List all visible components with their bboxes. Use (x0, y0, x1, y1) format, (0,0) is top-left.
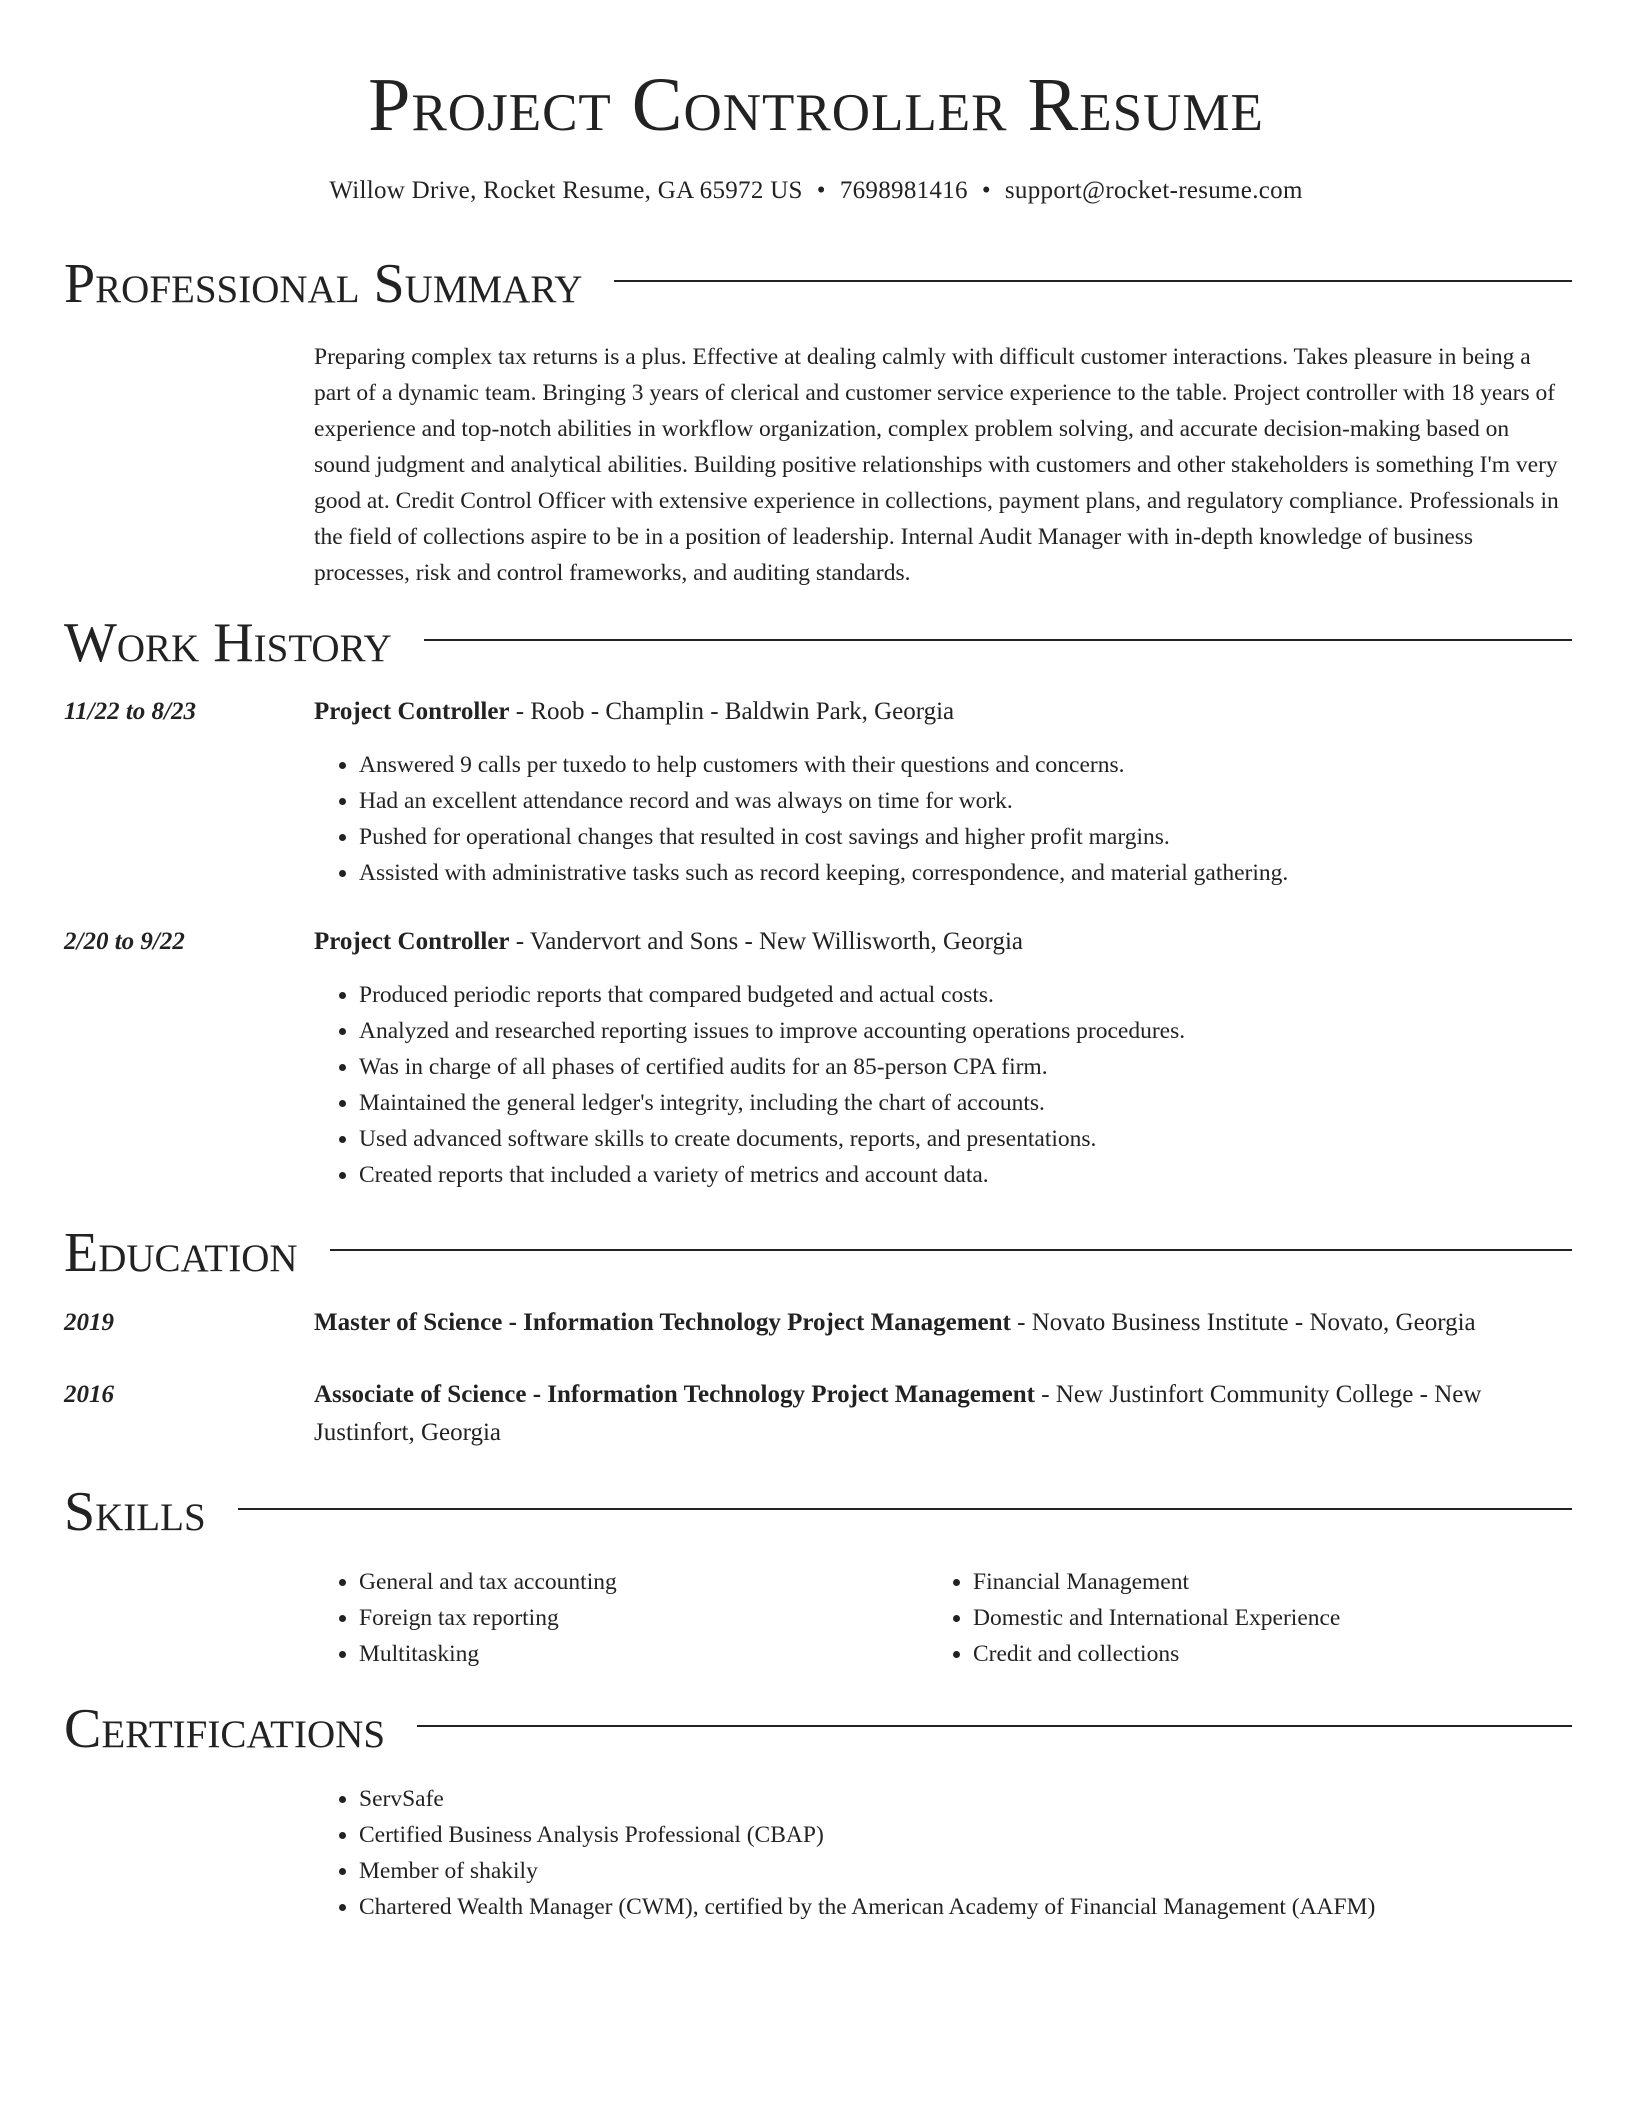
summary-text: Preparing complex tax returns is a plus. Effective at dealing calmly with difficult customer interactions. Takes pleasure in being a part of a dynamic team. Bringing 3 years of clerical and customer service experience to the table. Project controller with 18 years of experience and top-notch abilities in workflow organization, complex problem solving, and accurate decision-making based on sound judgment and analytical abilities. Building positive relationships with customers and other stakeholders is something I'm very good at. Credit Control Officer with extensive experience in collections, payment plans, and regulatory compliance. Professionals in the field of collections aspire to be in a position of leadership. Internal Audit Manager with in-depth knowledge of business processes, risk and control frameworks, and auditing standards. (314, 344, 1559, 586)
job-employer: - Roob - Champlin - Baldwin Park, Georgia (509, 698, 955, 725)
certification-item: • ServSafe (359, 1781, 1375, 1817)
job-title: Project Controller (314, 698, 510, 725)
school-info: - Novato Business Institute - Novato, Georgia (1010, 1309, 1476, 1336)
section-divider (238, 1508, 1572, 1510)
job-dates: 11/22 to 8/23 (64, 698, 196, 725)
list-item: • Used advanced software skills to create documents, reports, and presentations. (359, 1121, 1185, 1157)
contact-separator: • (816, 177, 826, 204)
list-item: • Created reports that included a variety of metrics and account data. (359, 1157, 1185, 1193)
skill-item: • Multitasking (359, 1636, 617, 1672)
education-entry (314, 1304, 1576, 1342)
page-title: Project Controller Resume (368, 63, 1264, 147)
job-title: Project Controller (314, 928, 510, 955)
contact-address: Willow Drive, Rocket Resume, GA 65972 US (329, 177, 803, 204)
education-year: 2019 (64, 1309, 114, 1336)
education-section-title: Education (64, 1222, 298, 1284)
skill-item: • Financial Management (973, 1564, 1340, 1600)
job-bullets (314, 977, 1185, 1193)
certifications-section-title: Certifications (64, 1698, 386, 1760)
list-item: • Analyzed and researched reporting issues to improve accounting operations procedures. (359, 1013, 1185, 1049)
certification-item: • Certified Business Analysis Professional (CBAP) (359, 1817, 1375, 1853)
list-item: • Answered 9 calls per tuxedo to help customers with their questions and concerns. (359, 747, 1288, 783)
education-entry (314, 1376, 1576, 1452)
degree-name: Master of Science - Information Technology Project Management (314, 1309, 1011, 1336)
education-year: 2016 (64, 1381, 114, 1408)
job-bullets (314, 747, 1288, 891)
contact-phone: 7698981416 (839, 177, 968, 204)
skill-item: • Domestic and International Experience (973, 1600, 1340, 1636)
summary-section-title: Professional Summary (64, 253, 583, 315)
list-item: • Had an excellent attendance record and was always on time for work. (359, 783, 1288, 819)
contact-email: support@rocket-resume.com (1004, 177, 1303, 204)
list-item: • Was in charge of all phases of certified audits for an 85-person CPA firm. (359, 1049, 1185, 1085)
job-dates: 2/20 to 9/22 (64, 928, 185, 955)
section-divider (417, 1725, 1572, 1727)
summary-section-header (64, 252, 1572, 316)
section-divider (424, 639, 1572, 641)
school-info: - New Justinfort Community College - New Justinfort, Georgia (314, 1381, 1482, 1446)
skills-section-header (64, 1480, 1572, 1544)
section-divider (614, 280, 1572, 282)
skill-item: • General and tax accounting (359, 1564, 617, 1600)
list-item: • Assisted with administrative tasks such as record keeping, correspondence, and material gathering. (359, 855, 1288, 891)
section-divider (330, 1249, 1572, 1251)
job-employer: - Vandervort and Sons - New Willisworth, Georgia (509, 928, 1024, 955)
skill-item: • Foreign tax reporting (359, 1600, 617, 1636)
skills-list-right (928, 1564, 1340, 1672)
job-heading (314, 923, 1576, 961)
skill-item: • Credit and collections (973, 1636, 1340, 1672)
contact-separator: • (981, 177, 991, 204)
list-item: • Maintained the general ledger's integrity, including the chart of accounts. (359, 1085, 1185, 1121)
certification-item: • Member of shakily (359, 1853, 1375, 1889)
work-section-header (64, 611, 1572, 675)
list-item: • Produced periodic reports that compared budgeted and actual costs. (359, 977, 1185, 1013)
skills-list-left (314, 1564, 617, 1672)
certifications-list (314, 1781, 1375, 1925)
job-heading (314, 693, 1576, 731)
contact-info (0, 174, 1632, 208)
work-section-title: Work History (64, 612, 392, 674)
skills-section-title: Skills (64, 1481, 206, 1543)
list-item: • Pushed for operational changes that resulted in cost savings and higher profit margins. (359, 819, 1288, 855)
education-section-header (64, 1221, 1572, 1285)
certifications-section-header (64, 1697, 1572, 1761)
degree-name: Associate of Science - Information Technology Project Management (314, 1381, 1035, 1408)
certification-item: • Chartered Wealth Manager (CWM), certified by the American Academy of Financial Management (AAFM) (359, 1889, 1375, 1925)
